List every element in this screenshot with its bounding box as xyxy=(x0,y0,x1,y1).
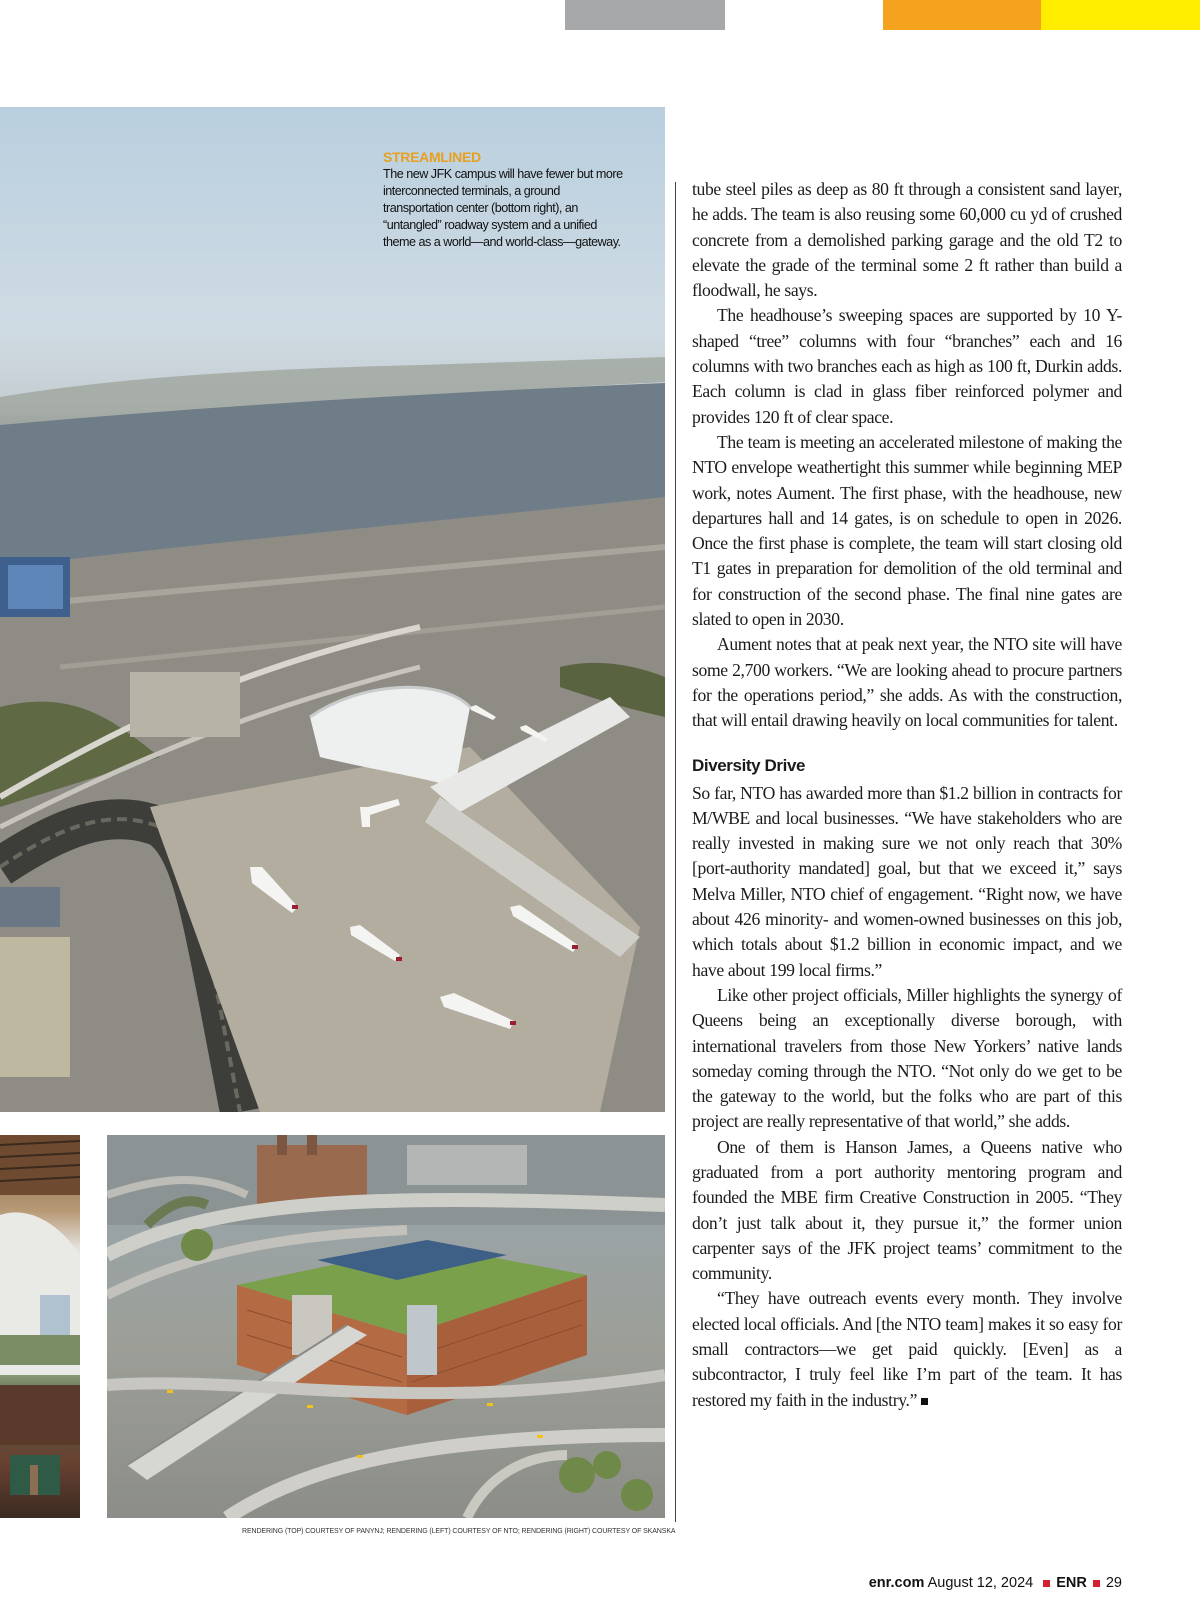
caption-body: The new JFK campus will have fewer but more interconnected terminals, a ground transportation center (bottom right), an “untangled” roadway system and a unified theme as a world—and world-class—gateway. xyxy=(383,167,623,249)
footer-square-icon xyxy=(1043,1580,1050,1587)
article-paragraph: One of them is Hanson James, a Queens native who graduated from a port authority mentoring program and founded the MBE firm Creative Construction in 2005. “They don’t just talk about it, they pursue it,” the former union carpenter says of the JFK project teams’ commitment to the community. xyxy=(692,1136,1122,1284)
column-divider xyxy=(675,182,676,1522)
photo-credit: RENDERING (TOP) COURTESY OF PANYNJ; RENDERING (LEFT) COURTESY OF NTO; RENDERING (RIGHT) COURTESY OF SKANSKA xyxy=(242,1528,676,1535)
final-paragraph-text: “They have outreach events every month. They involve elected local officials. And [the NTO team] makes it so easy for small contractors—we get paid quickly. [Even] as a subcontractor, I truly feel like I’m part of the team. It has restored my faith in the industry.” xyxy=(692,1288,1122,1410)
photo-caption xyxy=(383,149,623,251)
footer-page-number: 29 xyxy=(1105,1575,1122,1591)
header-tab-gray xyxy=(565,0,725,30)
article-paragraph: Like other project officials, Miller highlights the synergy of Queens being an exceptionally diverse borough, with international travelers from those New Yorkers’ native lands someday coming through the NTO. “Not only do we get to be the gateway to the world, but the folks who are part of this project are really representative of that world,” she adds. xyxy=(692,984,1122,1132)
header-tab-yellow xyxy=(1041,0,1200,30)
page-footer xyxy=(869,1575,1122,1591)
footer-square-icon xyxy=(1093,1580,1100,1587)
article-paragraph: So far, NTO has awarded more than $1.2 billion in contracts for M/WBE and local businesses. “We have stakeholders who are really invested in making sure we not only reach that 30% [port-authority mandated] goal, but that we exceed it,” says Melva Miller, NTO chief of engagement. “Right now, we have about 426 minority- and women-owned businesses on this job, which totals about $1.2 billion in economic impact, and we have about 199 local firms.” xyxy=(692,782,1122,980)
footer-site: enr.com xyxy=(868,1575,925,1591)
end-mark-icon xyxy=(921,1398,928,1405)
footer-date: August 12, 2024 xyxy=(927,1575,1034,1591)
ground-transportation-center-rendering xyxy=(107,1135,665,1518)
article-paragraph: tube steel piles as deep as 80 ft through a consistent sand layer, he adds. The team is also reusing some 60,000 cu yd of crushed concrete from a demolished parking garage and the old T2 to elevate the grade of the terminal some 2 ft rather than build a floodwall, he says. xyxy=(692,179,1122,301)
interior-rendering-illustration xyxy=(0,1135,80,1518)
article-body xyxy=(692,177,1122,1413)
caption-title: STREAMLINED xyxy=(383,149,481,165)
aerial-photo-illustration xyxy=(0,107,665,1112)
subhead: Diversity Drive xyxy=(692,755,806,775)
gtc-rendering-illustration xyxy=(107,1135,665,1518)
aerial-photo-jfk xyxy=(0,107,665,1112)
interior-rendering-photo xyxy=(0,1135,80,1518)
header-tab-orange xyxy=(883,0,1041,30)
article-paragraph: The team is meeting an accelerated milestone of making the NTO envelope weathertight this summer while beginning MEP work, notes Aument. The first phase, with the headhouse, new departures hall and 14 gates, is on schedule to open in 2026. Once the first phase is complete, the team will start closing old T1 gates in preparation for demolition of the old terminal and for construction of the second phase. The final nine gates are slated to open in 2030. xyxy=(692,431,1122,630)
article-paragraph: The headhouse’s sweeping spaces are supported by 10 Y-shaped “tree” columns with four “branches” each and 16 columns with two branches each as high as 100 ft, Durkin adds. Each column is clad in glass fiber reinforced polymer and provides 120 ft of clear space. xyxy=(692,305,1122,427)
article-paragraph: Aument notes that at peak next year, the NTO site will have some 2,700 workers. “We are looking ahead to procure partners for the operations period,” she adds. As with the construction, that will entail drawing heavily on local communities for talent. xyxy=(692,634,1122,731)
footer-magazine: ENR xyxy=(1056,1575,1087,1591)
article-paragraph-final xyxy=(692,1286,1122,1412)
